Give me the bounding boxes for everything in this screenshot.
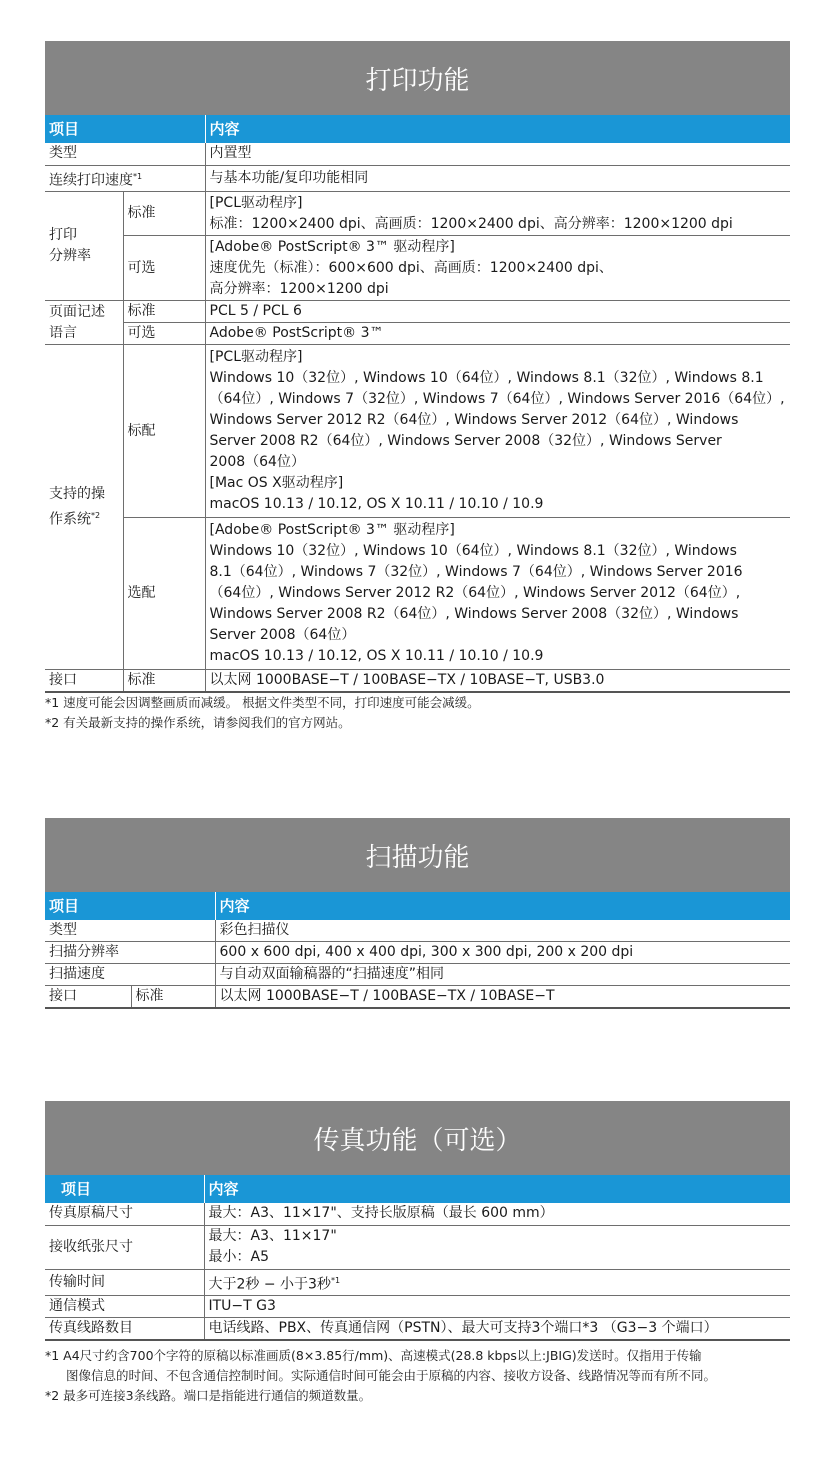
- header-content: 内容: [205, 115, 790, 143]
- table-row: 扫描速度 与自动双面输稿器的“扫描速度”相同: [45, 964, 790, 986]
- table-row: 接收纸张尺寸 最大：A3、11×17" 最小：A5: [45, 1225, 790, 1269]
- print-section-title: 打印功能: [45, 41, 790, 115]
- table-header: 项目 内容: [45, 1175, 790, 1203]
- table-row: 通信模式 ITU−T G3: [45, 1296, 790, 1318]
- table-row: 连续打印速度$^{*1}$ 与基本功能/复印功能相同: [45, 165, 790, 192]
- table-row: 打印 分辨率 标准 [PCL驱动程序] 标准：1200×2400 dpi、高画质：1200×2400 dpi、高分辨率：1200×1200 dpi: [45, 192, 790, 236]
- scan-section-title: 扫描功能: [45, 818, 790, 892]
- table-row: 传输时间 大于2秒 − 小于3秒$^{*1}$: [45, 1269, 790, 1296]
- table-row: 可选 Adobe® PostScript® 3™: [45, 323, 790, 345]
- fax-section-title: 传真功能（可选）: [45, 1101, 790, 1175]
- table-row: 支持的操 作系统$^{*2}$ 标配 [PCL驱动程序] Windows 10（32位）, Windows 10（64位）, Windows 8.1（32位）, Windows 8.1 （64位）, Windows 7（32位）, Windows 7（64位）, Windows Server 2016（64位）, Windows Server 2012 R2（64位）, Windows Server 2012（64位）, Windows Server 2008 R2（64位）, Windows Server 2008（32位）, Windows Server 2008（64位） [Mac OS X驱动程序] macOS 10.13 / 10.12, OS X 10.11 / 10.10 / 10.9: [45, 345, 790, 518]
- table-row: 扫描分辨率 600 x 600 dpi, 400 x 400 dpi, 300 x 300 dpi, 200 x 200 dpi: [45, 942, 790, 964]
- print-section: [45, 41, 790, 693]
- table-row: 类型 彩色扫描仪: [45, 920, 790, 942]
- resolution-label: 打印 分辨率: [45, 192, 123, 301]
- scan-section: [45, 818, 790, 1009]
- os-label: 支持的操 作系统$^{*2}$: [45, 345, 123, 670]
- fax-section: [45, 1101, 790, 1341]
- table-row: 可选 [Adobe® PostScript® 3™ 驱动程序] 速度优先（标准）：600×600 dpi、高画质：1200×2400 dpi、 高分辨率：1200×1200 dpi: [45, 236, 790, 301]
- table-row: 传真线路数目 电话线路、PBX、传真通信网（PSTN）、最大可支持3个端口*3 （G3−3 个端口）: [45, 1318, 790, 1341]
- print-spec-table: [45, 115, 790, 693]
- table-row: 接口 标准 以太网 1000BASE−T / 100BASE−TX / 10BASE−T: [45, 986, 790, 1009]
- print-notes: *1 速度可能会因调整画质而减缓。 根据文件类型不同，打印速度可能会减缓。 *2 有关最新支持的操作系统，请参阅我们的官方网站。: [45, 695, 480, 730]
- scan-spec-table: [45, 892, 790, 1009]
- fax-notes: *1 A4尺寸约含700个字符的原稿以标准画质(8×3.85行/mm)、高速模式(28.8 kbps以上:JBIG)发送时。仅指用于传输 图像信息的时间、不包含通信控制时间。实际通信时间可能会由于原稿的内容、接收方设备、线路情况等而有所不同。 *2 最多可连接3条线路。端口是指能进行通信的频道数量。: [45, 1348, 717, 1403]
- table-row: 传真原稿尺寸 最大：A3、11×17"、支持长版原稿（最长 600 mm）: [45, 1203, 790, 1225]
- table-row: 接口 标准 以太网 1000BASE−T / 100BASE−TX / 10BASE−T, USB3.0: [45, 670, 790, 693]
- fax-spec-table: [45, 1175, 790, 1341]
- table-row: 类型 内置型: [45, 143, 790, 165]
- header-item: 项目: [45, 115, 205, 143]
- table-header: 项目 内容: [45, 892, 790, 920]
- table-row: 选配 [Adobe® PostScript® 3™ 驱动程序] Windows 10（32位）, Windows 10（64位）, Windows 8.1（32位）, Windows 8.1（64位）, Windows 7（32位）, Windows 7（64位）, Windows Server 2016 （64位）, Windows Server 2012 R2（64位）, Windows Server 2012（64位）, Windows Server 2008 R2（64位）, Windows Server 2008（32位）, Windows Server 2008（64位） macOS 10.13 / 10.12, OS X 10.11 / 10.10 / 10.9: [45, 518, 790, 670]
- table-header: [45, 115, 790, 143]
- pdl-label: 页面记述 语言: [45, 301, 123, 345]
- table-row: 页面记述 语言 标准 PCL 5 / PCL 6: [45, 301, 790, 323]
